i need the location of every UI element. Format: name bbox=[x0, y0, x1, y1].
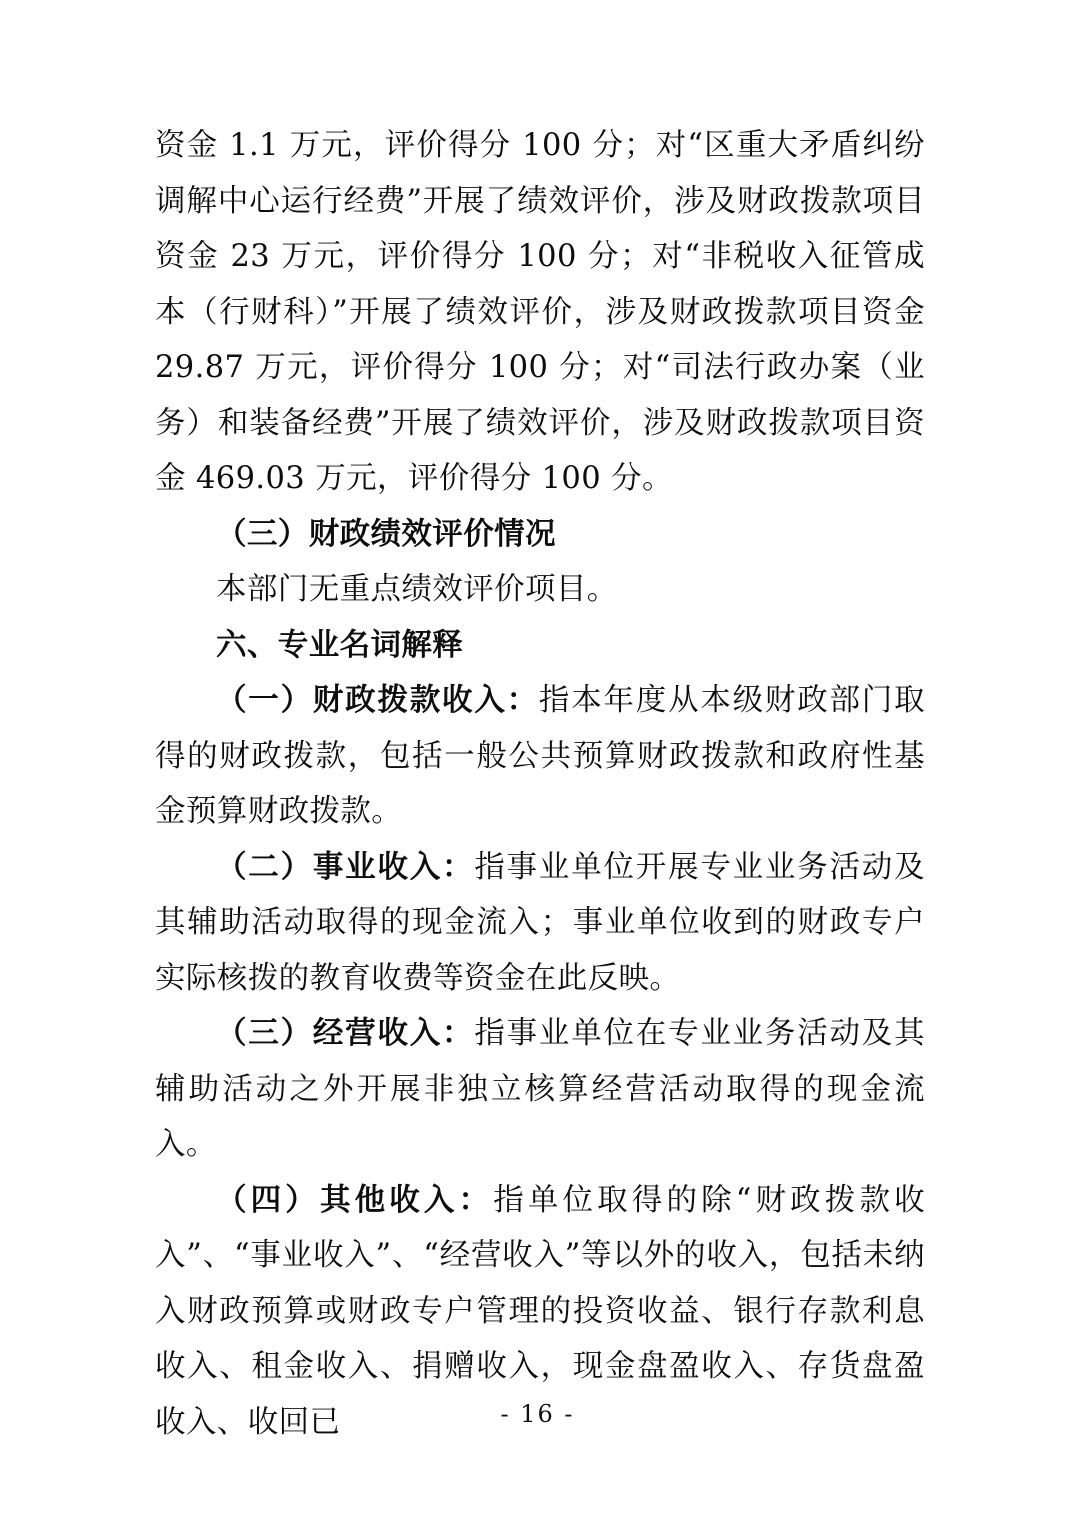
term-text: 指本年度从本级财政部门取得的财政拨款，包括一般公共预算财政拨款和政府性基金预算财政拨款。 bbox=[155, 683, 925, 829]
term-label: （四）其他收入： bbox=[216, 1181, 494, 1218]
term-text: 指事业单位开展专业业务活动及其辅助活动取得的现金流入；事业单位收到的财政专户实际核拨的教育收费等资金在此反映。 bbox=[155, 849, 925, 996]
paragraph-continuation: 资金 1.1 万元，评价得分 100 分；对“区重大矛盾纠纷调解中心运行经费”开展了绩效评价，涉及财政拨款项目资金 23 万元，评价得分 100 分；对“非税收入征管成本（行财科）”开展了绩效评价，涉及财政拨款项目资金 29.87 万元，评价得分 100 分；对“司法行政办案（业务）和装备经费”开展了绩效评价，涉及财政拨款项目资金 469.03 万元，评价得分 100 分。 bbox=[155, 128, 925, 496]
term-label: （三）经营收入： bbox=[216, 1015, 475, 1051]
section-heading-six: 六、专业名词解释 bbox=[216, 626, 464, 663]
paragraph-no-key-project: 本部门无重点绩效评价项目。 bbox=[216, 572, 618, 607]
page-number: - 16 - bbox=[500, 1400, 575, 1428]
term-label: （二）事业收入： bbox=[216, 848, 475, 885]
term-label: （一）财政拨款收入： bbox=[216, 682, 539, 718]
term-operating-income bbox=[155, 1006, 925, 1173]
page-content bbox=[155, 118, 925, 1450]
term-text: 指单位取得的除“财政拨款收入”、“事业收入”、“经营收入”等以外的收入，包括未纳入财政预算或财政专户管理的投资收益、银行存款利息收入、租金收入、捐赠收入，现金盘盈收入、存货盘盈收入、收回已 bbox=[155, 1182, 925, 1440]
section-heading-three: （三）财政绩效评价情况 bbox=[216, 515, 556, 552]
term-financial-appropriation-income bbox=[155, 673, 925, 840]
term-business-income bbox=[155, 840, 925, 1007]
term-text: 指事业单位在专业业务活动及其辅助活动之外开展非独立核算经营活动取得的现金流入。 bbox=[155, 1016, 925, 1162]
